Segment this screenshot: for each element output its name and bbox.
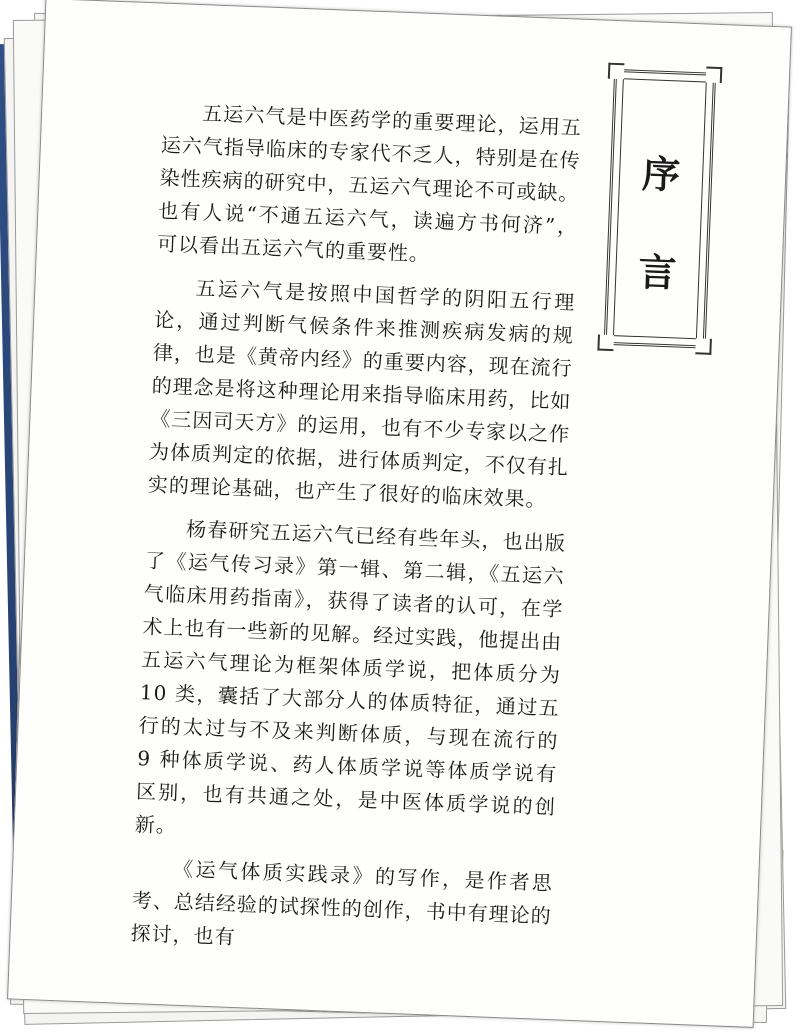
frame-corner-ornament	[608, 63, 625, 80]
paragraph: 杨春研究五运六气已经有些年头，也出版了《运气传习录》第一辑、第二辑，《五运六气临床用药指南》，获得了读者的认可，在学术上也有一些新的见解。经过实践，他提出由五运六气理论为框架体质学说，把体质分为 10 类，囊括了大部分人的体质特征，通过五行的太过与不及来判断体质，与现在流行的 9 种体质学说、药人体质学说等体质学说有区别，也有共通之处，是中医体质学说的创新。	[134, 516, 567, 838]
page-title-char-2: 言	[637, 250, 678, 296]
frame-corner-ornament	[706, 66, 723, 83]
paragraph: 五运六气是中医药学的重要理论，运用五运六气指导临床的专家代不乏人，特别是在传染性疾病的研究中，五运六气理论不可或缺。也有人说“不通五运六气，读遍方书何济”，可以看出五运六气的重要性。	[156, 101, 583, 266]
frame-corner-ornament	[597, 334, 614, 351]
preface-page	[7, 0, 792, 1028]
page-title-char-1: 序	[641, 152, 682, 198]
preface-title-frame	[604, 69, 717, 349]
frame-corner-ornament	[695, 338, 712, 355]
preface-body	[130, 96, 583, 976]
title-frame-inner	[613, 78, 707, 339]
paragraph: 五运六气是按照中国哲学的阴阳五行理论，通过判断气候条件来推测疾病发病的规律，也是《黄帝内经》的重要内容，现在流行的理念是将这种理论用来指导临床用药，比如《三因司天方》的运用，也有不少专家以之作为体质判定的依据，进行体质判定，不仅有扎实的理论基础，也产生了很好的临床效果。	[147, 276, 576, 512]
paragraph: 《运气体质实践录》的写作，是作者思考、总结经验的试探性的创作，书中有理论的探讨，也有	[130, 856, 554, 950]
